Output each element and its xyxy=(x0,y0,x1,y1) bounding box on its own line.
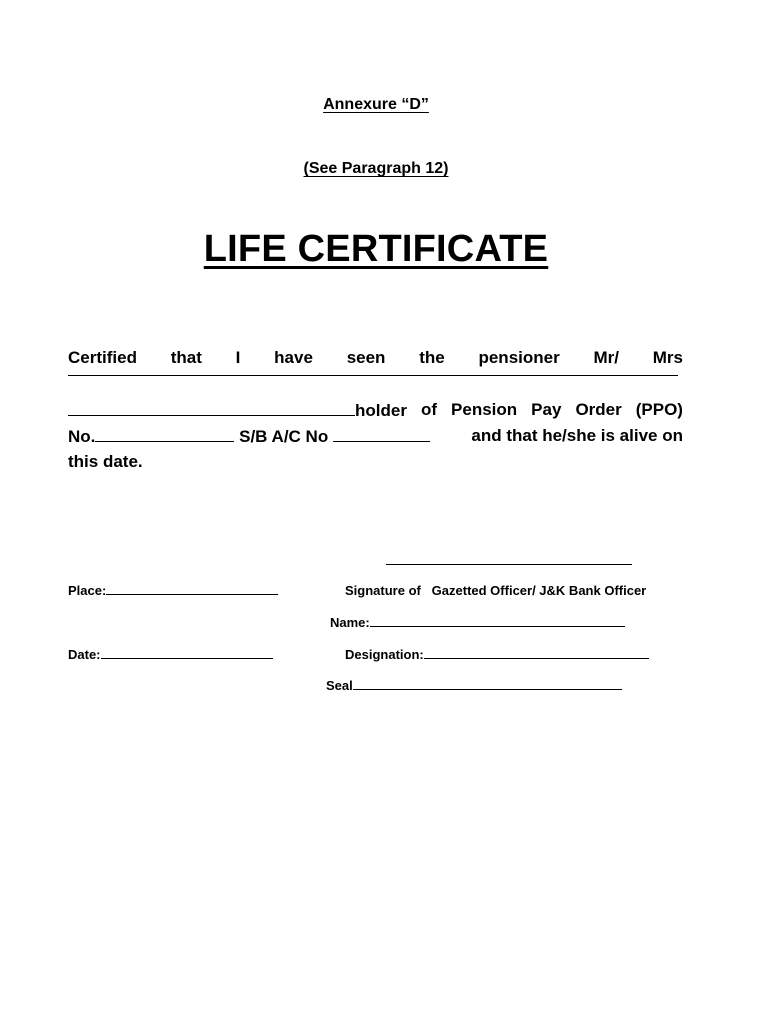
body-word: pensioner xyxy=(478,348,560,367)
seal-field: Seal xyxy=(326,678,622,693)
designation-blank[interactable] xyxy=(424,647,649,659)
alive-statement: and that he/she is alive on xyxy=(471,426,683,445)
body-word: the xyxy=(419,348,445,367)
place-field: Place: xyxy=(68,583,278,598)
sb-account-blank[interactable] xyxy=(333,426,430,442)
paragraph-reference: (See Paragraph 12) xyxy=(303,160,449,177)
signature-line[interactable] xyxy=(386,564,632,565)
body-word: of xyxy=(420,400,438,419)
seal-blank[interactable] xyxy=(353,678,622,690)
certificate-title: LIFE CERTIFICATE xyxy=(203,228,549,270)
body-line-1 xyxy=(68,348,683,368)
name-field: Name: xyxy=(330,615,625,630)
place-blank[interactable] xyxy=(106,583,278,595)
body-word: have xyxy=(274,348,313,367)
signature-label: Signature of Gazetted Officer/ J&K Bank Officer xyxy=(345,583,647,598)
pensioner-name-continued-blank[interactable] xyxy=(68,400,355,416)
body-line-4: No. S/B A/C No xyxy=(68,426,430,447)
body-word: Pay xyxy=(531,400,562,419)
body-word: that xyxy=(170,348,202,367)
ppo-number-blank[interactable] xyxy=(95,426,234,442)
body-word: Certified xyxy=(68,348,137,367)
date-blank[interactable] xyxy=(101,647,273,659)
body-word: Mrs xyxy=(652,348,683,367)
body-word: Mr/ xyxy=(593,348,619,367)
body-line-3 xyxy=(68,400,683,421)
pensioner-name-blank[interactable] xyxy=(68,375,678,376)
body-word: Order xyxy=(575,400,622,419)
annexure-heading: Annexure “D” xyxy=(323,96,429,113)
designation-field: Designation: xyxy=(345,647,649,662)
ppo-holder-segment: holder xyxy=(68,400,407,421)
body-word: Pension xyxy=(451,400,518,419)
date-field: Date: xyxy=(68,647,273,662)
name-blank[interactable] xyxy=(370,615,625,627)
body-word: seen xyxy=(346,348,386,367)
body-line-5: this date. xyxy=(68,452,143,471)
body-word: I xyxy=(235,348,241,367)
body-word: (PPO) xyxy=(635,400,683,419)
